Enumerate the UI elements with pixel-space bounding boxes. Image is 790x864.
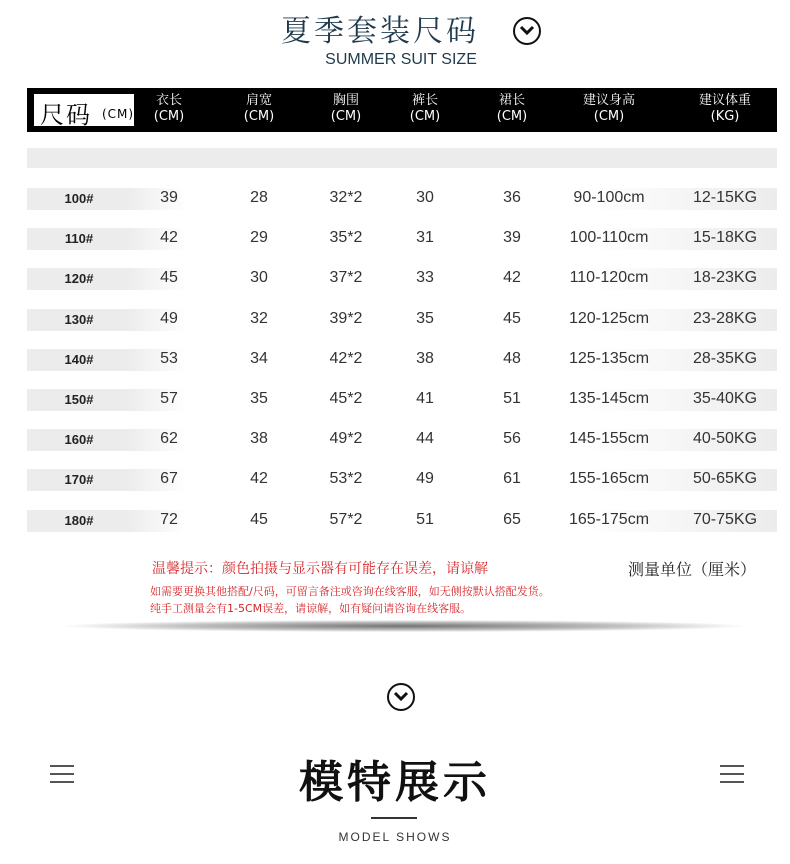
size-label-cell: 120#: [64, 271, 94, 287]
table-cell: 40-50KG: [692, 430, 758, 448]
header-column: [129, 93, 209, 125]
size-label-cell: 150#: [64, 392, 94, 407]
header-column-name: 裤长: [411, 93, 438, 108]
table-cell: 49: [416, 470, 434, 488]
table-cell: 30: [250, 269, 268, 287]
table-cell: 35: [250, 390, 268, 407]
table-cell: 42*2: [329, 349, 363, 367]
table-row: [27, 429, 777, 451]
table-cell: 38: [250, 430, 268, 448]
table-cell: 53: [160, 349, 178, 367]
table-cell: 35: [416, 309, 434, 327]
table-cell: 42: [160, 229, 178, 247]
table-cell: 145-155cm: [568, 430, 650, 448]
measurement-unit: 测量单位（厘米）: [628, 560, 757, 579]
model-shows-title: 模特展示: [299, 757, 491, 808]
table-cell: 36: [503, 189, 521, 206]
table-cell: 57: [160, 390, 178, 407]
table-cell: 155-165cm: [568, 470, 650, 488]
header-column-unit: (CM): [593, 109, 625, 124]
size-label-cell: 170#: [64, 472, 94, 488]
table-spacer-row: [27, 148, 777, 168]
size-label-cell: 180#: [64, 512, 94, 528]
size-label-cell: 160#: [64, 432, 94, 448]
table-cell: 57*2: [329, 510, 363, 528]
table-cell: 35-40KG: [692, 390, 758, 407]
header-column-name: 胸围: [332, 93, 359, 108]
header-column-name: 建议身高: [582, 93, 635, 108]
table-cell: 32: [250, 309, 268, 327]
color-tip: 温馨提示：颜色拍摄与显示器有可能存在误差，请谅解: [152, 561, 488, 577]
table-cell: 39*2: [329, 309, 363, 327]
size-label-cell: 140#: [64, 351, 94, 367]
model-shows-subtitle: MODEL SHOWS: [338, 830, 452, 844]
header-column-unit: (CM): [243, 109, 275, 124]
table-cell: 39: [160, 189, 178, 206]
table-cell: 51: [503, 390, 521, 407]
table-shadow: [66, 620, 742, 632]
table-cell: 125-135cm: [568, 349, 650, 367]
table-row: [27, 510, 777, 532]
chevron-down-circle-icon: [387, 683, 415, 711]
table-cell: 51: [416, 510, 434, 528]
table-row: [27, 389, 777, 411]
table-cell: 18-23KG: [692, 269, 758, 287]
header-size-label: 尺码: [40, 101, 92, 129]
size-label-cell: 100#: [64, 191, 94, 206]
table-cell: 120-125cm: [568, 309, 650, 327]
header-column-unit: (CM): [409, 109, 441, 124]
table-cell: 110-120cm: [569, 269, 649, 287]
table-row: [27, 228, 777, 250]
header-column-name: 建议体重: [698, 93, 751, 108]
page-title: 夏季套装尺码: [281, 14, 479, 49]
table-row: [27, 309, 777, 331]
header-column-unit: (CM): [330, 109, 362, 124]
table-cell: 45: [250, 510, 268, 528]
header-column: [306, 93, 386, 125]
table-cell: 49*2: [329, 430, 363, 448]
table-row: [27, 469, 777, 491]
table-cell: 30: [416, 189, 434, 206]
table-cell: 56: [503, 430, 521, 448]
header-size-unit: (CM): [102, 107, 135, 121]
header-column: [569, 93, 649, 125]
size-label-cell: 110#: [64, 231, 94, 247]
table-row: [27, 349, 777, 371]
header-column-name: 衣长: [155, 93, 182, 108]
header-column: [685, 93, 765, 125]
header-column-unit: (KG): [710, 109, 740, 124]
header-size-cell: [34, 94, 135, 129]
table-row: [27, 188, 777, 210]
header-column: [472, 93, 552, 125]
header-column: [385, 93, 465, 125]
table-cell: 42: [250, 470, 268, 488]
table-cell: 45*2: [329, 390, 363, 407]
table-cell: 44: [416, 430, 434, 448]
table-cell: 70-75KG: [692, 510, 758, 528]
table-cell: 33: [416, 269, 434, 287]
size-label-cell: 130#: [64, 311, 94, 327]
table-cell: 34: [250, 349, 268, 367]
table-cell: 53*2: [329, 470, 363, 488]
table-cell: 35*2: [329, 229, 363, 247]
table-cell: 31: [416, 229, 434, 247]
table-cell: 61: [503, 470, 521, 488]
measurement-error-tip: 纯手工测量会有1-5CM误差，请谅解，如有疑问请咨询在线客服。: [150, 602, 472, 615]
table-cell: 29: [250, 229, 268, 247]
page-subtitle: SUMMER SUIT SIZE: [325, 51, 477, 68]
table-cell: 72: [160, 510, 178, 528]
table-cell: 67: [160, 470, 178, 488]
header-column: [219, 93, 299, 125]
table-cell: 90-100cm: [573, 189, 645, 206]
header-column-name: 肩宽: [245, 93, 272, 108]
table-cell: 135-145cm: [568, 390, 650, 407]
table-cell: 45: [160, 269, 178, 287]
table-cell: 42: [503, 269, 521, 287]
table-cell: 28-35KG: [692, 349, 758, 367]
table-cell: 28: [250, 189, 268, 206]
section-divider: [371, 817, 417, 819]
chevron-down-circle-icon: [513, 17, 541, 45]
table-cell: 39: [503, 229, 521, 247]
table-cell: 49: [160, 309, 178, 327]
table-cell: 62: [160, 430, 178, 448]
table-cell: 48: [503, 349, 521, 367]
table-cell: 65: [503, 510, 521, 528]
table-cell: 12-15KG: [692, 189, 758, 206]
table-cell: 32*2: [329, 189, 363, 206]
menu-icon: [720, 765, 744, 785]
exchange-tip: 如需要更换其他搭配/尺码，可留言备注或咨询在线客服，如无侧按默认搭配发货。: [150, 585, 550, 598]
table-cell: 45: [503, 309, 521, 327]
table-cell: 100-110cm: [569, 229, 649, 247]
table-row: [27, 268, 777, 290]
table-cell: 23-28KG: [692, 309, 758, 327]
table-cell: 37*2: [329, 269, 363, 287]
table-cell: 15-18KG: [692, 229, 758, 247]
header-column-unit: (CM): [496, 109, 528, 124]
header-column-unit: (CM): [153, 109, 185, 124]
table-cell: 41: [416, 390, 434, 407]
header-column-name: 裙长: [498, 93, 525, 108]
table-cell: 38: [416, 349, 434, 367]
table-cell: 165-175cm: [568, 510, 650, 528]
table-cell: 50-65KG: [692, 470, 758, 488]
